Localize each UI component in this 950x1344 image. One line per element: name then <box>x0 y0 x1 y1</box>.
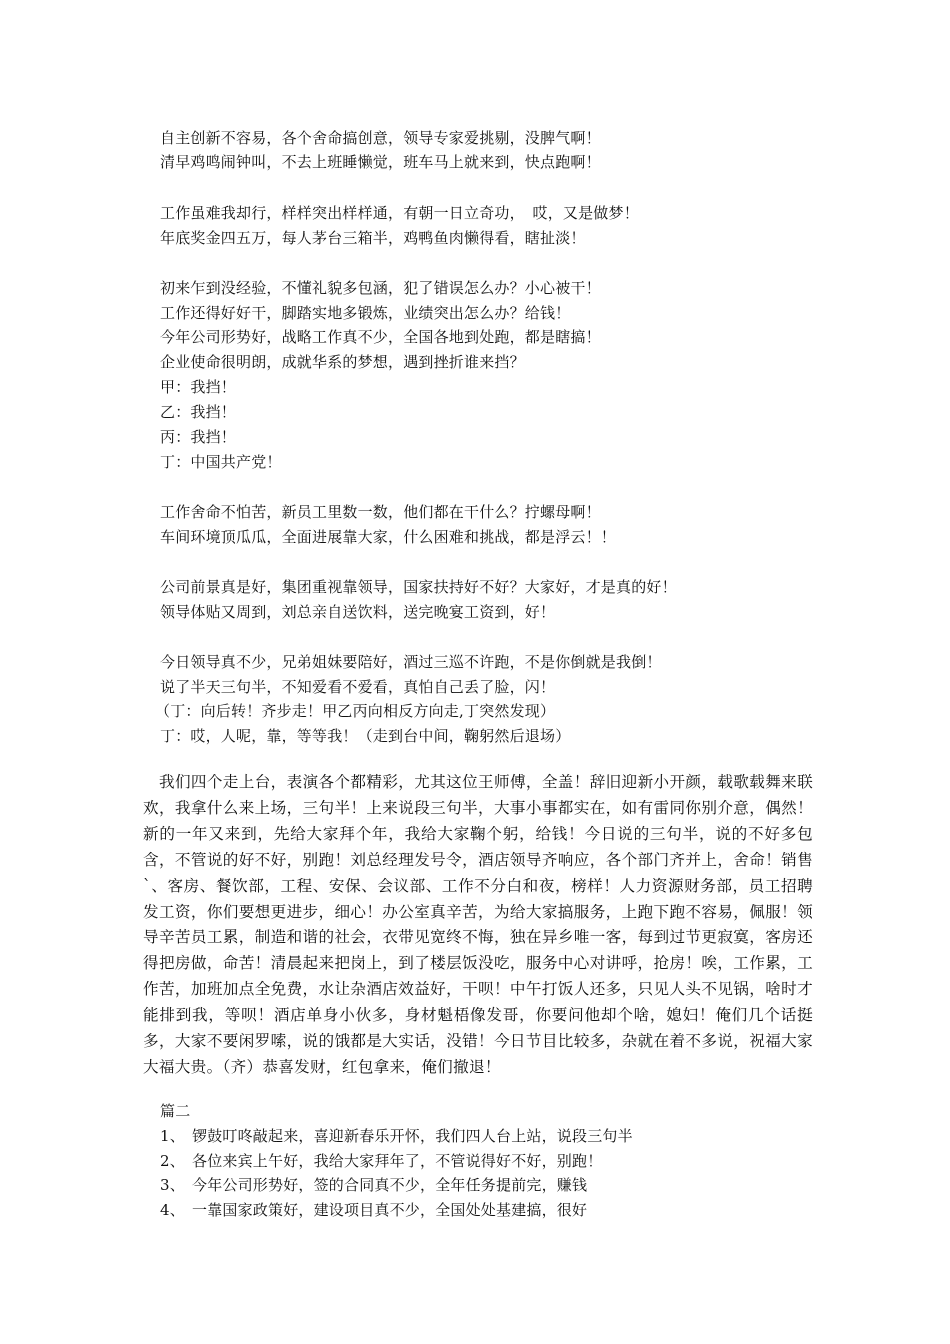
verse-line: 公司前景真是好，集团重视靠领导，国家扶持好不好？大家好，才是真的好！ <box>160 578 677 596</box>
verse-line: 工作虽难我却行，样样突出样样通，有朝一日立奇功， 哎，又是做梦！ <box>160 204 639 222</box>
list-item <box>160 1200 587 1220</box>
verse-line: 今日领导真不少，兄弟姐妹要陪好，酒过三巡不许跑，不是你倒就是我倒！ <box>160 653 662 671</box>
dialogue-line: 甲：我挡！ <box>160 378 237 396</box>
dialogue-line: 丁：中国共产党！ <box>160 453 282 471</box>
verse-line: 初来乍到没经验，不懂礼貌多包涵，犯了错误怎么办？小心被干！ <box>160 279 601 297</box>
verse-line: 年底奖金四五万，每人茅台三箱半，鸡鸭鱼肉懒得看，瞎扯淡！ <box>160 229 586 247</box>
list-item <box>160 1175 587 1195</box>
list-item <box>160 1126 633 1146</box>
stage-direction: （丁：向后转！齐步走！甲乙丙向相反方向走,丁突然发现） <box>155 702 556 720</box>
list-text: 今年公司形势好，签的合同真不少，全年任务提前完，赚钱 <box>192 1176 588 1194</box>
list-number: 1、 <box>160 1127 185 1145</box>
verse-line: 丁：哎，人呢，靠，等等我！（走到台中间，鞠躬然后退场） <box>160 727 571 745</box>
list-number: 3、 <box>160 1176 185 1194</box>
list-item <box>160 1151 602 1171</box>
list-number: 2、 <box>160 1152 185 1170</box>
dialogue-line: 丙：我挡！ <box>160 428 237 446</box>
verse-line: 车间环境顶瓜瓜，全面进展靠大家，什么困难和挑战，都是浮云！！ <box>160 528 617 546</box>
verse-line: 企业使命很明朗，成就华系的梦想，遇到挫折谁来挡？ <box>160 353 525 371</box>
list-number: 4、 <box>160 1201 185 1219</box>
verse-line: 说了半天三句半，不知爱看不爱看，真怕自己丢了脸，闪！ <box>160 678 556 696</box>
verse-line: 今年公司形势好，战略工作真不少，全国各地到处跑，都是瞎搞！ <box>160 328 601 346</box>
verse-line: 工作舍命不怕苦，新员工里数一数，他们都在干什么？拧螺母啊！ <box>160 503 601 521</box>
list-text: 一靠国家政策好，建设项目真不少，全国处处基建搞，很好 <box>192 1201 588 1219</box>
verse-line: 自主创新不容易，各个舍命搞创意，领导专家爱挑剔，没脾气啊！ <box>160 129 601 147</box>
dialogue-line: 乙：我挡！ <box>160 403 237 421</box>
verse-line: 领导体贴又周到，刘总亲自送饮料，送完晚宴工资到，好！ <box>160 603 556 621</box>
list-text: 各位来宾上午好，我给大家拜年了，不管说得好不好，别跑！ <box>192 1152 603 1170</box>
section-title: 篇二 <box>160 1102 191 1120</box>
verse-line: 清早鸡鸣闹钟叫，不去上班睡懒觉，班车马上就来到，快点跑啊！ <box>160 153 601 171</box>
prose-paragraph: 我们四个走上台，表演各个都精彩，尤其这位王师傅，全盖！辞旧迎新小开颜，载歌载舞来联欢，我拿什么来上场，三句半！上来说段三句半，大事小事都实在，如有雷同你别介意，偶然！新的一年又来到，先给大家拜个年，我给大家鞠个躬，给钱！今日说的三句半，说的不好多包含，不管说的好不好，别跑！刘总经理发号令，酒店领导齐响应，各个部门齐并上，舍命！销售`、客房、餐饮部，工程、安保、会议部、工作不分白和夜，榜样！人力资源财务部，员工招聘发工资，你们要想更进步，细心！办公室真辛苦，为给大家搞服务，上跑下跑不容易，佩服！领导辛苦员工累，制造和谐的社会，衣带见宽终不悔，独在异乡唯一客，每到过节更寂寞，客房还得把房做，命苦！清晨起来把岗上，到了楼层饭没吃，服务中心对讲呼，抢房！唉，工作累，工作苦，加班加点全免费，水让杂酒店效益好，干呗！中午打饭人还多，只见人头不见锅，啥时才能排到我，等呗！酒店单身小伙多，身材魁梧像发哥，你要问他却个啥，媳妇！俺们几个话挺多，大家不要闲罗嗦，说的饿都是大实话，没错！今日节目比较多，杂就在着不多说，祝福大家大福大贵。（齐）恭喜发财，红包拿来，俺们撤退！ <box>143 773 813 1076</box>
verse-line: 工作还得好好干，脚踏实地多锻炼，业绩突出怎么办？给钱！ <box>160 304 571 322</box>
list-text: 锣鼓叮咚敲起来，喜迎新春乐开怀，我们四人台上站，说段三句半 <box>192 1127 633 1145</box>
